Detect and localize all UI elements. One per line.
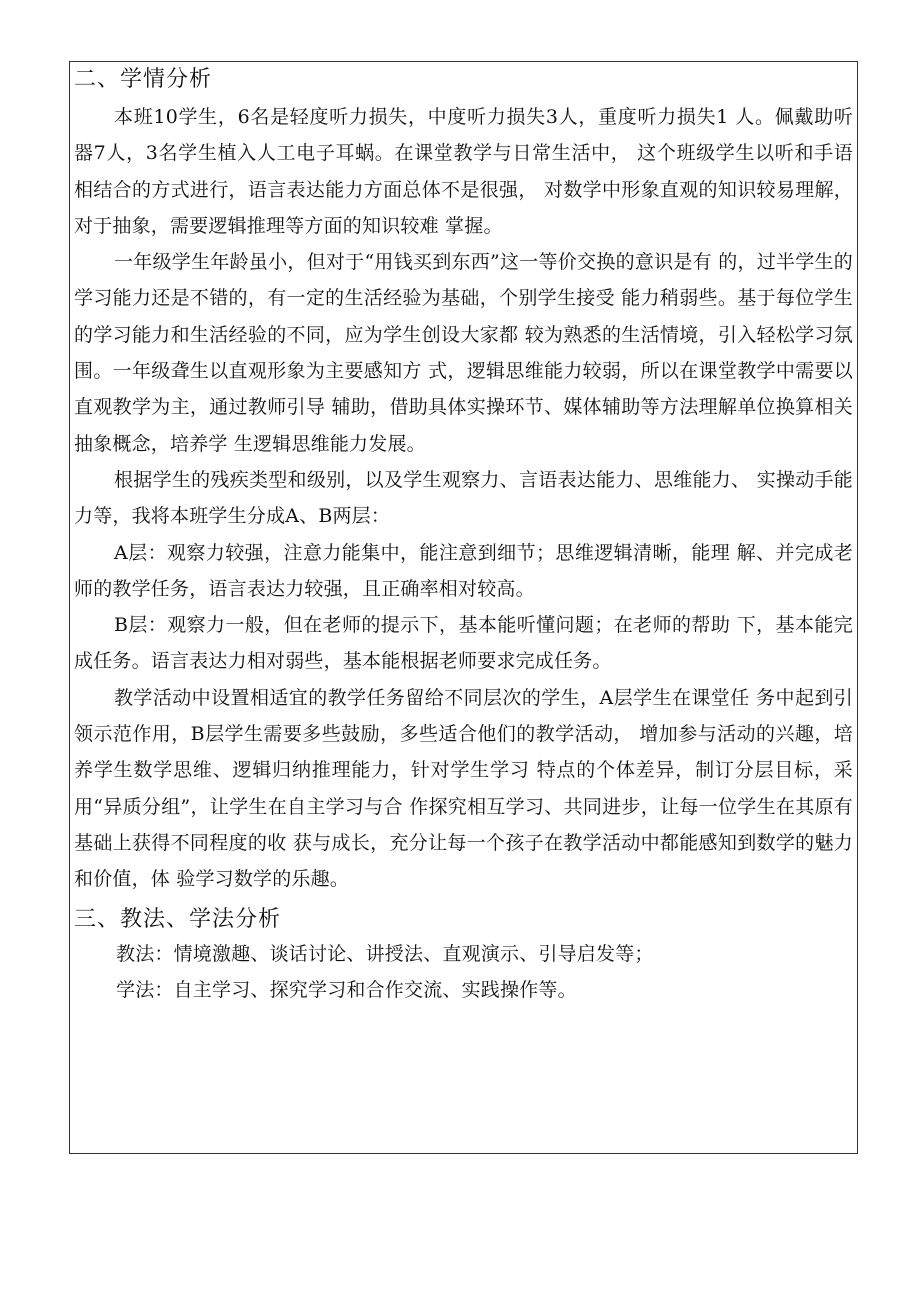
paragraph-layered-teaching: 教学活动中设置相适宜的教学任务留给不同层次的学生，A层学生在课堂任 务中起到引领示范作用，B层学生需要多些鼓励，多些适合他们的教学活动， 增加参与活动的兴趣，培养学生数学思维、逻辑归纳推理能力，针对学生学习 特点的个体差异，制订分层目标，采用“异质分组”，让学生在自主学习与合 作探究相互学习、共同进步，让每一位学生在其原有基础上获得不同程度的收 获与成长，充分让每一个孩子在教学活动中都能感知到数学的魅力和价值，体 验学习数学的乐趣。 [74,686,853,891]
paragraph-class-overview: 本班10学生，6名是轻度听力损失，中度听力损失3人，重度听力损失1 人。佩戴助听器7人，3名学生植入人工电子耳蜗。在课堂教学与日常生活中， 这个班级学生以听和手语相结合的方式进行，语言表达能力方面总体不是很强， 对数学中形象直观的知识较易理解，对于抽象，需要逻辑推理等方面的知识较难 掌握。 [74,106,853,237]
section-heading-methods: 三、教法、学法分析 [74,906,282,932]
paragraph-learning-ability: 一年级学生年龄虽小，但对于“用钱买到东西”这一等价交换的意识是有 的，过半学生的学习能力还是不错的，有一定的生活经验为基础，个别学生接受 能力稍弱些。基于每位学生的学习能力和生活经验的不同，应为学生创设大家都 较为熟悉的生活情境，引入轻松学习氛围。一年级聋生以直观形象为主要感知方 式，逻辑思维能力较弱，所以在课堂教学中需要以直观教学为主，通过教师引导 辅助，借助具体实操环节、媒体辅助等方法理解单位换算相关抽象概念，培养学 生逻辑思维能力发展。 [74,251,853,455]
paragraph-group-a: A层：观察力较强，注意力能集中，能注意到细节；思维逻辑清晰，能理 解、并完成老师的教学任务，语言表达力较强，且正确率相对较高。 [74,541,853,600]
document-content [74,62,853,1008]
paragraph-group-b: B层：观察力一般，但在老师的提示下，基本能听懂问题；在老师的帮助 下，基本能完成任务。语言表达力相对弱些，基本能根据老师要求完成任务。 [74,614,853,673]
document-table-cell [69,61,858,1154]
section-heading-student-analysis: 二、学情分析 [74,67,213,92]
paragraph-teaching-methods: 教法：情境激趣、谈话讨论、讲授法、直观演示、引导启发等； [116,942,654,965]
paragraph-grouping: 根据学生的残疾类型和级别，以及学生观察力、言语表达能力、思维能力、 实操动手能力等，我将本班学生分成A、B两层： [74,468,853,528]
paragraph-learning-methods: 学法：自主学习、探究学习和合作交流、实践操作等。 [116,978,577,1001]
